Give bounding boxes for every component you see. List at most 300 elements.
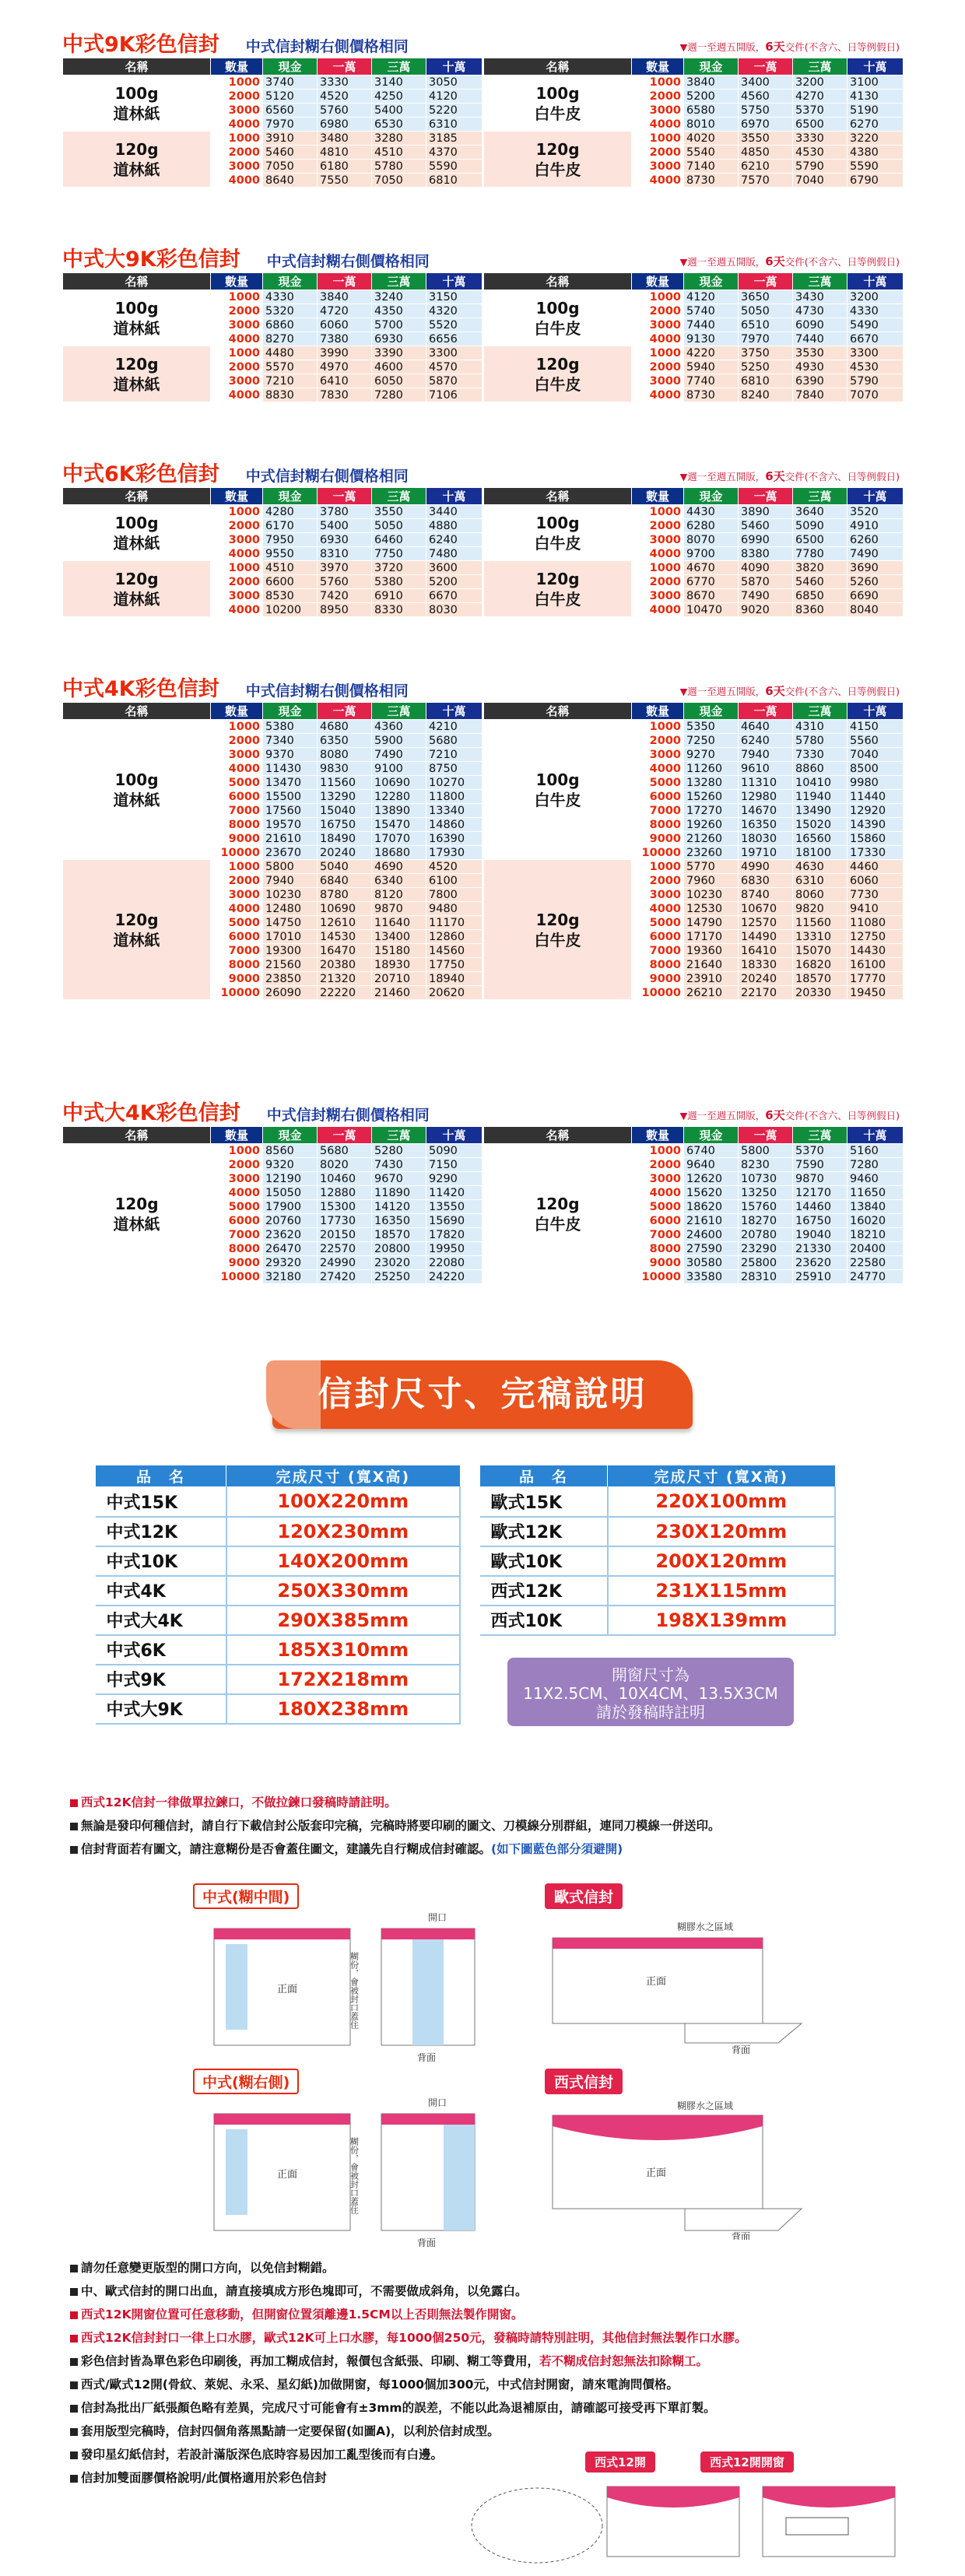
- price-cell: 3200: [793, 75, 847, 89]
- price-cell: 5250: [739, 360, 793, 374]
- price-table: [483, 702, 904, 1000]
- price-cell: 7050: [263, 160, 318, 174]
- size-name: 中式15K: [96, 1487, 226, 1517]
- price-cell: 6060: [318, 318, 372, 332]
- quantity-cell: 1000: [211, 290, 263, 304]
- price-cell: 7150: [426, 1158, 482, 1172]
- price-table: [483, 1126, 904, 1284]
- price-tables: [62, 487, 903, 617]
- price-cell: 18270: [739, 1214, 793, 1228]
- column-header: 三萬: [793, 1127, 847, 1144]
- price-cell: 12530: [684, 902, 739, 916]
- note-text: 西式12K開窗位置可任意移動，但開窗位置須離邊1.5CM以上否則無法製作開窗。: [81, 2308, 524, 2322]
- price-cell: 13470: [263, 776, 318, 790]
- price-cell: 7550: [318, 174, 372, 188]
- price-section: [62, 246, 903, 402]
- price-cell: 6990: [739, 533, 793, 547]
- size-head-size: 完成尺寸 (寬X高): [608, 1465, 836, 1487]
- back-label: 背面: [732, 2231, 751, 2240]
- price-cell: 3970: [318, 561, 372, 575]
- price-cell: 7730: [847, 888, 904, 902]
- quantity-cell: 2000: [211, 304, 263, 318]
- quantity-cell: 4000: [632, 1186, 684, 1200]
- price-cell: 5560: [847, 734, 904, 748]
- price-cell: 25250: [372, 1270, 426, 1284]
- price-cell: 20800: [372, 1242, 426, 1256]
- price-cell: 5280: [372, 1144, 426, 1158]
- price-tables: [62, 702, 903, 1000]
- price-cell: 9870: [793, 1172, 847, 1186]
- price-cell: 11080: [847, 916, 904, 930]
- note-prefix: ▼週一至週五開版，: [679, 471, 766, 483]
- price-cell: 3240: [372, 290, 426, 304]
- note-text: 信封背面若有圖文，請注意糊份是否會蓋住圖文，建議先自行糊成信封確認。: [81, 1842, 492, 1856]
- price-cell: 3400: [739, 75, 793, 89]
- price-cell: 20710: [372, 972, 426, 986]
- quantity-cell: 1000: [632, 505, 684, 519]
- price-cell: 4530: [793, 146, 847, 160]
- price-cell: 10230: [263, 888, 318, 902]
- price-cell: 6310: [793, 874, 847, 888]
- size-value: 198X139mm: [608, 1606, 836, 1635]
- price-cell: 6180: [318, 160, 372, 174]
- quantity-cell: 4000: [632, 332, 684, 346]
- column-header: 三萬: [372, 58, 426, 75]
- section-note: [680, 1107, 900, 1123]
- price-cell: 5740: [684, 304, 739, 318]
- price-cell: 8560: [263, 1144, 318, 1158]
- quantity-cell: 2000: [632, 304, 684, 318]
- quantity-cell: 8000: [632, 1242, 684, 1256]
- quantity-cell: 3000: [632, 318, 684, 332]
- price-cell: 22220: [318, 986, 372, 1000]
- price-cell: 7490: [372, 748, 426, 762]
- price-cell: 5380: [263, 720, 318, 734]
- price-cell: 7420: [318, 589, 372, 603]
- price-table: [62, 1126, 482, 1284]
- price-cell: 4510: [263, 561, 318, 575]
- size-row: [96, 1546, 461, 1576]
- price-cell: 5870: [426, 374, 482, 388]
- price-cell: 5200: [684, 89, 739, 104]
- column-header: 一萬: [318, 273, 372, 290]
- quantity-cell: 1000: [632, 346, 684, 360]
- quantity-cell: 3000: [632, 104, 684, 118]
- price-tables: [62, 1126, 903, 1284]
- quantity-cell: 2000: [211, 360, 263, 374]
- section-header: [62, 246, 903, 272]
- avoid-area: [226, 1944, 247, 2030]
- price-cell: 3530: [793, 346, 847, 360]
- price-cell: 8030: [426, 603, 482, 617]
- quantity-cell: 8000: [632, 818, 684, 832]
- price-cell: 8240: [739, 388, 793, 402]
- price-cell: 6860: [263, 318, 318, 332]
- price-cell: 5750: [739, 104, 793, 118]
- price-cell: 4310: [793, 720, 847, 734]
- price-cell: 17010: [263, 930, 318, 944]
- price-cell: 7950: [263, 533, 318, 547]
- price-cell: 5090: [426, 1144, 482, 1158]
- table-row: [63, 346, 482, 360]
- price-cell: 5770: [684, 860, 739, 874]
- table-row: [63, 132, 482, 146]
- price-cell: 26210: [684, 986, 739, 1000]
- price-cell: 4330: [263, 290, 318, 304]
- paper-name: 120g 白牛皮: [484, 1144, 632, 1284]
- price-cell: 7040: [847, 748, 904, 762]
- price-cell: 5370: [793, 1144, 847, 1158]
- flap-back: [381, 1928, 475, 1939]
- price-cell: 3330: [318, 75, 372, 89]
- price-cell: 4520: [426, 860, 482, 874]
- price-cell: 3100: [847, 75, 904, 89]
- price-cell: 8640: [263, 174, 318, 188]
- price-cell: 5350: [684, 720, 739, 734]
- bullet-icon: [70, 1799, 78, 1807]
- price-cell: 5590: [847, 160, 904, 174]
- column-header: 十萬: [847, 1127, 904, 1144]
- price-cell: 8860: [793, 762, 847, 776]
- price-cell: 9100: [372, 762, 426, 776]
- price-cell: 4630: [793, 860, 847, 874]
- price-cell: 16750: [318, 818, 372, 832]
- column-header: 一萬: [739, 703, 793, 720]
- quantity-cell: 4000: [632, 388, 684, 402]
- price-cell: 24990: [318, 1256, 372, 1270]
- price-cell: 6840: [318, 874, 372, 888]
- price-cell: 7480: [426, 547, 482, 561]
- back-label: 背面: [417, 2237, 437, 2248]
- price-table-right: [483, 487, 903, 617]
- price-tables: [62, 58, 903, 188]
- column-header: 十萬: [847, 703, 904, 720]
- column-header: 一萬: [318, 58, 372, 75]
- price-cell: 3890: [739, 505, 793, 519]
- price-cell: 18930: [372, 958, 426, 972]
- column-header: 三萬: [372, 273, 426, 290]
- price-cell: 27420: [318, 1270, 372, 1284]
- front-label: 正面: [646, 2167, 667, 2179]
- paper-name: 100g 道林紙: [63, 290, 211, 346]
- price-cell: 4210: [426, 720, 482, 734]
- price-cell: 5190: [847, 104, 904, 118]
- quantity-cell: 4000: [211, 118, 263, 132]
- price-cell: 15180: [372, 944, 426, 958]
- price-cell: 21460: [372, 986, 426, 1000]
- column-header: 數量: [211, 488, 263, 505]
- price-cell: 15690: [426, 1214, 482, 1228]
- quantity-cell: 4000: [211, 1186, 263, 1200]
- quantity-cell: 2000: [211, 146, 263, 160]
- column-header: 現金: [263, 488, 318, 505]
- price-cell: 4720: [318, 304, 372, 318]
- price-cell: 7490: [847, 547, 904, 561]
- price-cell: 6240: [739, 734, 793, 748]
- price-cell: 19300: [263, 944, 318, 958]
- quantity-cell: 10000: [211, 986, 263, 1000]
- price-cell: 6580: [684, 104, 739, 118]
- paper-name: 100g 白牛皮: [484, 290, 632, 346]
- price-cell: 5760: [318, 575, 372, 589]
- diagram-chinese-right: [195, 2090, 506, 2250]
- label-european: 歐式信封: [545, 1883, 623, 1909]
- price-cell: 11440: [847, 790, 904, 804]
- price-cell: 4510: [372, 146, 426, 160]
- price-cell: 25910: [793, 1270, 847, 1284]
- price-cell: 4220: [684, 346, 739, 360]
- price-cell: 16350: [372, 1214, 426, 1228]
- price-cell: 17900: [263, 1200, 318, 1214]
- quantity-cell: 4000: [211, 902, 263, 916]
- price-cell: 11260: [684, 762, 739, 776]
- price-cell: 4120: [684, 290, 739, 304]
- column-header: 一萬: [739, 58, 793, 75]
- bullet-icon: [70, 1846, 78, 1854]
- column-header: 數量: [211, 703, 263, 720]
- column-header: 三萬: [372, 703, 426, 720]
- quantity-cell: 7000: [211, 804, 263, 818]
- price-cell: 3200: [847, 290, 904, 304]
- price-cell: 9820: [793, 902, 847, 916]
- size-name: 中式6K: [96, 1635, 226, 1665]
- table-row: [484, 720, 904, 734]
- price-cell: 12920: [847, 804, 904, 818]
- size-table-left: [95, 1465, 461, 1725]
- price-table: [62, 702, 482, 1000]
- table-row: [63, 860, 482, 874]
- column-header: 現金: [263, 58, 318, 75]
- price-tables: [62, 272, 903, 402]
- size-value: 220X100mm: [608, 1487, 836, 1517]
- price-cell: 3280: [372, 132, 426, 146]
- price-cell: 6500: [793, 118, 847, 132]
- price-cell: 9290: [426, 1172, 482, 1186]
- price-cell: 30580: [684, 1256, 739, 1270]
- price-cell: 17330: [847, 846, 904, 860]
- price-cell: 9480: [426, 902, 482, 916]
- size-name: 中式12K: [96, 1517, 226, 1546]
- price-cell: 8060: [793, 888, 847, 902]
- price-cell: 4130: [847, 89, 904, 104]
- size-name: 中式10K: [96, 1546, 226, 1576]
- price-cell: 9320: [263, 1158, 318, 1172]
- quantity-cell: 1000: [211, 860, 263, 874]
- price-cell: 7330: [793, 748, 847, 762]
- price-cell: 27590: [684, 1242, 739, 1256]
- quantity-cell: 6000: [211, 1214, 263, 1228]
- price-cell: 10730: [739, 1172, 793, 1186]
- price-cell: 23260: [684, 846, 739, 860]
- price-cell: 21330: [793, 1242, 847, 1256]
- size-row: [480, 1517, 836, 1546]
- price-cell: 4640: [739, 720, 793, 734]
- glue-area: [444, 2114, 475, 2230]
- table-row: [484, 1144, 904, 1158]
- price-cell: 13290: [318, 790, 372, 804]
- size-value: 250X330mm: [226, 1576, 461, 1606]
- front-label: 正面: [277, 2169, 298, 2181]
- size-name: 歐式12K: [480, 1517, 608, 1546]
- note-days: 6天: [765, 1108, 785, 1122]
- price-cell: 5780: [372, 160, 426, 174]
- quantity-cell: 10000: [632, 986, 684, 1000]
- price-cell: 11640: [372, 916, 426, 930]
- price-cell: 18680: [372, 846, 426, 860]
- note-item: [70, 2377, 679, 2392]
- price-cell: 6500: [793, 533, 847, 547]
- bullet-icon: [70, 2265, 78, 2272]
- price-cell: 5460: [739, 519, 793, 533]
- price-cell: 14670: [739, 804, 793, 818]
- note-item: [70, 2260, 335, 2276]
- note-prefix: ▼週一至週五開版，: [679, 686, 766, 697]
- price-cell: 3740: [263, 75, 318, 89]
- note-suffix: 交件(不含六、日等例假日): [784, 471, 900, 483]
- table-row: [63, 75, 482, 89]
- note-item: [70, 2283, 528, 2299]
- column-header: 數量: [211, 273, 263, 290]
- quantity-cell: 5000: [211, 776, 263, 790]
- column-header: 三萬: [793, 703, 847, 720]
- size-name: 中式大4K: [96, 1606, 226, 1635]
- price-cell: 19040: [793, 1228, 847, 1242]
- price-cell: 16560: [793, 832, 847, 846]
- quantity-cell: 10000: [211, 1270, 263, 1284]
- price-cell: 21560: [263, 958, 318, 972]
- price-cell: 6740: [684, 1144, 739, 1158]
- section-header: [62, 676, 903, 702]
- paper-name: 120g 白牛皮: [484, 346, 632, 402]
- price-cell: 5460: [793, 575, 847, 589]
- price-cell: 6460: [372, 533, 426, 547]
- banner-title: 信封尺寸、完稿說明: [318, 1374, 647, 1414]
- price-cell: 8730: [684, 174, 739, 188]
- price-cell: 4600: [372, 360, 426, 374]
- quantity-cell: 5000: [211, 916, 263, 930]
- price-cell: 3840: [318, 290, 372, 304]
- note-text: 請勿任意變更版型的開口方向，以免信封糊錯。: [81, 2261, 335, 2275]
- column-header: 現金: [684, 488, 739, 505]
- paste-label: 糊膠水之區域: [677, 1921, 734, 1932]
- price-cell: 8500: [847, 762, 904, 776]
- price-cell: 14530: [318, 930, 372, 944]
- quantity-cell: 3000: [632, 1172, 684, 1186]
- price-cell: 14560: [426, 944, 482, 958]
- quantity-cell: 1000: [211, 505, 263, 519]
- price-cell: 3050: [426, 75, 482, 89]
- price-cell: 10200: [263, 603, 318, 617]
- price-cell: 6970: [739, 118, 793, 132]
- price-cell: 7440: [793, 332, 847, 346]
- table-row: [484, 561, 904, 575]
- price-cell: 6656: [426, 332, 482, 346]
- price-cell: 5460: [263, 146, 318, 160]
- price-cell: 7210: [263, 374, 318, 388]
- price-cell: 10230: [684, 888, 739, 902]
- price-section: [62, 31, 903, 188]
- size-value: 180X238mm: [226, 1694, 461, 1724]
- quantity-cell: 1000: [632, 1144, 684, 1158]
- price-cell: 5800: [263, 860, 318, 874]
- quantity-cell: 8000: [632, 958, 684, 972]
- price-cell: 5050: [739, 304, 793, 318]
- price-cell: 4250: [372, 89, 426, 104]
- flap-back: [381, 2114, 475, 2125]
- price-cell: 15620: [684, 1186, 739, 1200]
- price-cell: 12980: [739, 790, 793, 804]
- price-cell: 6670: [426, 589, 482, 603]
- quantity-cell: 1000: [632, 720, 684, 734]
- price-cell: 7970: [739, 332, 793, 346]
- size-row: [96, 1576, 461, 1606]
- price-cell: 17170: [684, 930, 739, 944]
- price-cell: 9130: [684, 332, 739, 346]
- section-title: 中式大4K彩色信封: [62, 1101, 240, 1125]
- price-cell: 22080: [426, 1256, 482, 1270]
- price-cell: 14750: [263, 916, 318, 930]
- price-cell: 6510: [739, 318, 793, 332]
- size-row: [96, 1606, 461, 1635]
- price-cell: 3300: [426, 346, 482, 360]
- note-prefix: ▼週一至週五開版，: [679, 1110, 766, 1121]
- price-cell: 7430: [372, 1158, 426, 1172]
- price-cell: 10670: [739, 902, 793, 916]
- quantity-cell: 4000: [211, 603, 263, 617]
- column-header: 現金: [684, 273, 739, 290]
- price-cell: 15040: [318, 804, 372, 818]
- price-cell: 12170: [793, 1186, 847, 1200]
- price-table-left: [62, 487, 482, 617]
- price-cell: 3780: [318, 505, 372, 519]
- price-cell: 4850: [739, 146, 793, 160]
- price-table: [62, 58, 482, 188]
- size-row: [96, 1487, 461, 1517]
- quantity-cell: 2000: [211, 89, 263, 104]
- price-cell: 15860: [847, 832, 904, 846]
- price-cell: 18570: [372, 1228, 426, 1242]
- quantity-cell: 4000: [632, 174, 684, 188]
- price-cell: 8270: [263, 332, 318, 346]
- note-item: [70, 2353, 708, 2369]
- price-cell: 8080: [318, 748, 372, 762]
- price-cell: 5940: [684, 360, 739, 374]
- table-row: [484, 860, 904, 874]
- quantity-cell: 4000: [632, 118, 684, 132]
- price-cell: 7940: [739, 748, 793, 762]
- price-cell: 20400: [847, 1242, 904, 1256]
- section-note: [680, 683, 900, 699]
- price-cell: 8310: [318, 547, 372, 561]
- price-cell: 5870: [739, 575, 793, 589]
- price-cell: 3550: [372, 505, 426, 519]
- column-header: 數量: [632, 58, 684, 75]
- price-cell: 9550: [263, 547, 318, 561]
- note-item: [70, 1818, 721, 1834]
- column-header: 數量: [632, 1127, 684, 1144]
- label-western-12-window: 西式12開開窗: [700, 2451, 794, 2472]
- price-cell: 4930: [793, 360, 847, 374]
- glue-label: 糊份，會被封口蓋住: [349, 2137, 360, 2214]
- price-cell: 6850: [793, 589, 847, 603]
- size-value: 140X200mm: [226, 1546, 461, 1576]
- price-cell: 33580: [684, 1270, 739, 1284]
- price-cell: 15300: [318, 1200, 372, 1214]
- price-cell: 13550: [426, 1200, 482, 1214]
- price-cell: 32180: [263, 1270, 318, 1284]
- price-cell: 3840: [684, 75, 739, 89]
- quantity-cell: 7000: [632, 804, 684, 818]
